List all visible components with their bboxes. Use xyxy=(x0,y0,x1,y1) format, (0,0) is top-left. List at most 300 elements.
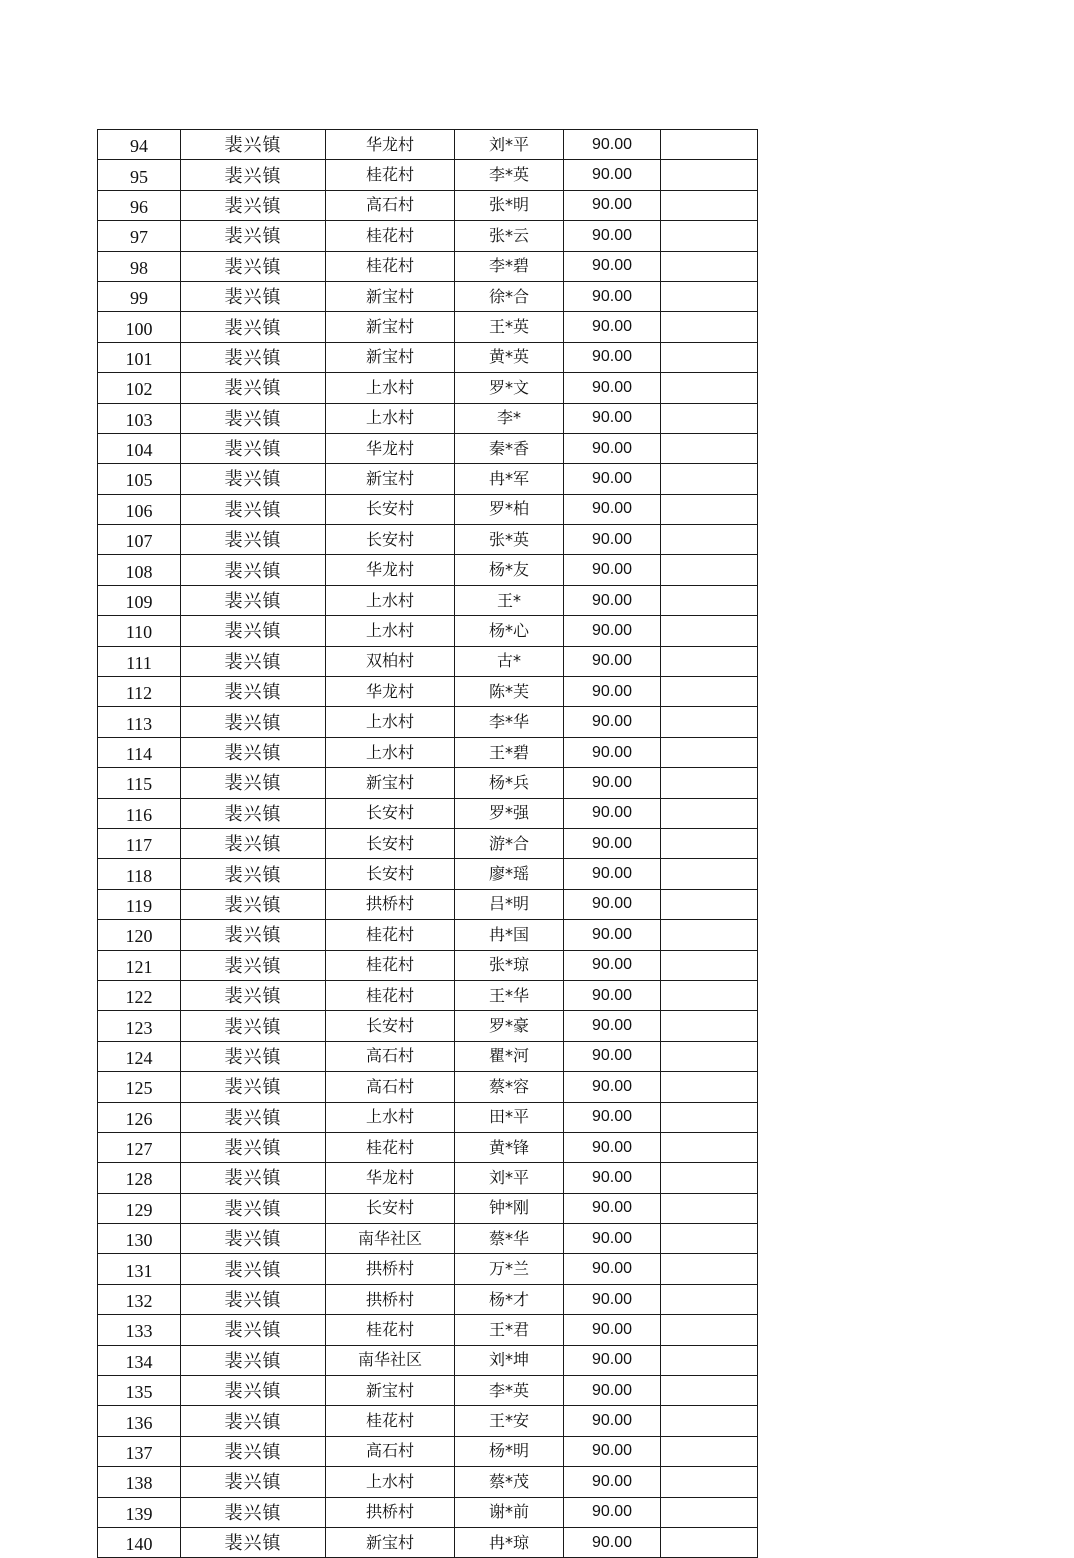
cell-serial-number: 121 xyxy=(98,950,181,980)
cell-serial-number: 137 xyxy=(98,1436,181,1466)
table-row xyxy=(98,889,758,919)
cell-name: 杨*友 xyxy=(455,555,564,585)
cell-name: 秦*香 xyxy=(455,433,564,463)
cell-serial-number: 119 xyxy=(98,889,181,919)
table-row xyxy=(98,494,758,524)
cell-amount: 90.00 xyxy=(564,1436,661,1466)
table-row xyxy=(98,1041,758,1071)
cell-village: 长安村 xyxy=(326,1193,455,1223)
cell-note xyxy=(661,707,758,737)
cell-town: 裴兴镇 xyxy=(181,889,326,919)
cell-town: 裴兴镇 xyxy=(181,221,326,251)
cell-name: 李* xyxy=(455,403,564,433)
cell-town: 裴兴镇 xyxy=(181,464,326,494)
cell-serial-number: 105 xyxy=(98,464,181,494)
cell-note xyxy=(661,130,758,160)
cell-village: 新宝村 xyxy=(326,768,455,798)
cell-village: 长安村 xyxy=(326,828,455,858)
table-row xyxy=(98,1467,758,1497)
table-row xyxy=(98,373,758,403)
cell-amount: 90.00 xyxy=(564,1224,661,1254)
cell-village: 高石村 xyxy=(326,1072,455,1102)
cell-note xyxy=(661,494,758,524)
cell-amount: 90.00 xyxy=(564,251,661,281)
table-row xyxy=(98,980,758,1010)
cell-note xyxy=(661,403,758,433)
cell-name: 刘*平 xyxy=(455,1163,564,1193)
cell-town: 裴兴镇 xyxy=(181,1376,326,1406)
cell-name: 李*华 xyxy=(455,707,564,737)
cell-serial-number: 103 xyxy=(98,403,181,433)
cell-note xyxy=(661,1284,758,1314)
cell-amount: 90.00 xyxy=(564,1193,661,1223)
cell-town: 裴兴镇 xyxy=(181,859,326,889)
table-row xyxy=(98,1163,758,1193)
cell-serial-number: 102 xyxy=(98,373,181,403)
cell-note xyxy=(661,1102,758,1132)
cell-name: 罗*柏 xyxy=(455,494,564,524)
cell-serial-number: 118 xyxy=(98,859,181,889)
cell-amount: 90.00 xyxy=(564,1102,661,1132)
cell-note xyxy=(661,221,758,251)
cell-town: 裴兴镇 xyxy=(181,950,326,980)
cell-amount: 90.00 xyxy=(564,859,661,889)
cell-name: 田*平 xyxy=(455,1102,564,1132)
cell-amount: 90.00 xyxy=(564,1467,661,1497)
cell-serial-number: 113 xyxy=(98,707,181,737)
table-row xyxy=(98,1284,758,1314)
cell-name: 廖*瑶 xyxy=(455,859,564,889)
cell-village: 长安村 xyxy=(326,525,455,555)
table-row xyxy=(98,1436,758,1466)
cell-town: 裴兴镇 xyxy=(181,555,326,585)
cell-name: 冉*国 xyxy=(455,920,564,950)
table-row xyxy=(98,1315,758,1345)
cell-village: 上水村 xyxy=(326,585,455,615)
cell-name: 王*英 xyxy=(455,312,564,342)
cell-note xyxy=(661,190,758,220)
cell-name: 谢*前 xyxy=(455,1497,564,1527)
cell-town: 裴兴镇 xyxy=(181,616,326,646)
cell-village: 新宝村 xyxy=(326,312,455,342)
cell-note xyxy=(661,251,758,281)
cell-village: 上水村 xyxy=(326,616,455,646)
table-body xyxy=(98,130,758,1558)
cell-name: 王*碧 xyxy=(455,737,564,767)
cell-village: 拱桥村 xyxy=(326,1254,455,1284)
cell-note xyxy=(661,1011,758,1041)
cell-village: 双柏村 xyxy=(326,646,455,676)
cell-town: 裴兴镇 xyxy=(181,1406,326,1436)
table-row xyxy=(98,281,758,311)
cell-name: 李*英 xyxy=(455,1376,564,1406)
cell-town: 裴兴镇 xyxy=(181,1467,326,1497)
cell-serial-number: 134 xyxy=(98,1345,181,1375)
table-row xyxy=(98,525,758,555)
cell-town: 裴兴镇 xyxy=(181,312,326,342)
cell-name: 张*云 xyxy=(455,221,564,251)
cell-town: 裴兴镇 xyxy=(181,737,326,767)
cell-town: 裴兴镇 xyxy=(181,1527,326,1557)
cell-village: 新宝村 xyxy=(326,464,455,494)
cell-village: 长安村 xyxy=(326,798,455,828)
cell-town: 裴兴镇 xyxy=(181,828,326,858)
cell-serial-number: 109 xyxy=(98,585,181,615)
cell-amount: 90.00 xyxy=(564,1376,661,1406)
table-row xyxy=(98,1132,758,1162)
cell-note xyxy=(661,160,758,190)
cell-amount: 90.00 xyxy=(564,1497,661,1527)
cell-amount: 90.00 xyxy=(564,646,661,676)
cell-serial-number: 123 xyxy=(98,1011,181,1041)
table-row xyxy=(98,433,758,463)
table-row xyxy=(98,950,758,980)
cell-name: 蔡*茂 xyxy=(455,1467,564,1497)
cell-serial-number: 114 xyxy=(98,737,181,767)
cell-serial-number: 95 xyxy=(98,160,181,190)
cell-note xyxy=(661,1163,758,1193)
table-row xyxy=(98,1376,758,1406)
table-row xyxy=(98,190,758,220)
cell-serial-number: 132 xyxy=(98,1284,181,1314)
cell-village: 南华社区 xyxy=(326,1224,455,1254)
cell-amount: 90.00 xyxy=(564,828,661,858)
cell-name: 吕*明 xyxy=(455,889,564,919)
cell-note xyxy=(661,1527,758,1557)
cell-town: 裴兴镇 xyxy=(181,130,326,160)
cell-name: 张*英 xyxy=(455,525,564,555)
cell-note xyxy=(661,646,758,676)
table-row xyxy=(98,677,758,707)
cell-village: 华龙村 xyxy=(326,677,455,707)
table-row xyxy=(98,828,758,858)
cell-serial-number: 139 xyxy=(98,1497,181,1527)
cell-town: 裴兴镇 xyxy=(181,525,326,555)
cell-amount: 90.00 xyxy=(564,160,661,190)
cell-village: 桂花村 xyxy=(326,950,455,980)
cell-serial-number: 126 xyxy=(98,1102,181,1132)
cell-village: 南华社区 xyxy=(326,1345,455,1375)
cell-town: 裴兴镇 xyxy=(181,494,326,524)
cell-name: 陈*芙 xyxy=(455,677,564,707)
cell-note xyxy=(661,1041,758,1071)
cell-amount: 90.00 xyxy=(564,281,661,311)
cell-amount: 90.00 xyxy=(564,403,661,433)
cell-town: 裴兴镇 xyxy=(181,1224,326,1254)
cell-note xyxy=(661,737,758,767)
cell-amount: 90.00 xyxy=(564,798,661,828)
cell-note xyxy=(661,342,758,372)
cell-amount: 90.00 xyxy=(564,373,661,403)
cell-village: 长安村 xyxy=(326,859,455,889)
cell-serial-number: 111 xyxy=(98,646,181,676)
cell-name: 杨*才 xyxy=(455,1284,564,1314)
cell-name: 游*合 xyxy=(455,828,564,858)
cell-name: 张*明 xyxy=(455,190,564,220)
cell-village: 上水村 xyxy=(326,403,455,433)
table-row xyxy=(98,920,758,950)
cell-village: 华龙村 xyxy=(326,1163,455,1193)
table-row xyxy=(98,1406,758,1436)
cell-amount: 90.00 xyxy=(564,342,661,372)
cell-village: 高石村 xyxy=(326,190,455,220)
cell-village: 拱桥村 xyxy=(326,889,455,919)
table-row xyxy=(98,1345,758,1375)
table-row xyxy=(98,859,758,889)
cell-note xyxy=(661,768,758,798)
cell-amount: 90.00 xyxy=(564,920,661,950)
table-row xyxy=(98,464,758,494)
cell-note xyxy=(661,980,758,1010)
cell-note xyxy=(661,616,758,646)
cell-note xyxy=(661,677,758,707)
cell-name: 罗*豪 xyxy=(455,1011,564,1041)
table-row xyxy=(98,737,758,767)
cell-village: 新宝村 xyxy=(326,342,455,372)
cell-town: 裴兴镇 xyxy=(181,281,326,311)
cell-serial-number: 104 xyxy=(98,433,181,463)
cell-town: 裴兴镇 xyxy=(181,1011,326,1041)
cell-serial-number: 127 xyxy=(98,1132,181,1162)
data-table xyxy=(97,129,758,1558)
cell-serial-number: 136 xyxy=(98,1406,181,1436)
table-row xyxy=(98,1011,758,1041)
cell-note xyxy=(661,281,758,311)
cell-serial-number: 100 xyxy=(98,312,181,342)
cell-town: 裴兴镇 xyxy=(181,160,326,190)
cell-serial-number: 122 xyxy=(98,980,181,1010)
cell-town: 裴兴镇 xyxy=(181,1284,326,1314)
cell-name: 王* xyxy=(455,585,564,615)
cell-serial-number: 110 xyxy=(98,616,181,646)
table-row xyxy=(98,1193,758,1223)
cell-amount: 90.00 xyxy=(564,707,661,737)
cell-note xyxy=(661,1467,758,1497)
cell-amount: 90.00 xyxy=(564,1254,661,1284)
cell-town: 裴兴镇 xyxy=(181,251,326,281)
cell-town: 裴兴镇 xyxy=(181,342,326,372)
cell-serial-number: 108 xyxy=(98,555,181,585)
cell-amount: 90.00 xyxy=(564,585,661,615)
cell-amount: 90.00 xyxy=(564,555,661,585)
table-row xyxy=(98,585,758,615)
cell-amount: 90.00 xyxy=(564,190,661,220)
cell-note xyxy=(661,1132,758,1162)
cell-town: 裴兴镇 xyxy=(181,373,326,403)
cell-village: 上水村 xyxy=(326,1102,455,1132)
cell-note xyxy=(661,1315,758,1345)
cell-name: 王*华 xyxy=(455,980,564,1010)
cell-town: 裴兴镇 xyxy=(181,768,326,798)
cell-name: 黄*英 xyxy=(455,342,564,372)
cell-village: 长安村 xyxy=(326,1011,455,1041)
cell-name: 古* xyxy=(455,646,564,676)
cell-village: 新宝村 xyxy=(326,281,455,311)
cell-amount: 90.00 xyxy=(564,889,661,919)
cell-village: 上水村 xyxy=(326,373,455,403)
cell-village: 桂花村 xyxy=(326,1132,455,1162)
cell-serial-number: 96 xyxy=(98,190,181,220)
cell-name: 杨*明 xyxy=(455,1436,564,1466)
cell-amount: 90.00 xyxy=(564,130,661,160)
cell-name: 杨*兵 xyxy=(455,768,564,798)
cell-amount: 90.00 xyxy=(564,221,661,251)
cell-village: 上水村 xyxy=(326,737,455,767)
table-row xyxy=(98,1102,758,1132)
cell-name: 蔡*容 xyxy=(455,1072,564,1102)
cell-name: 李*碧 xyxy=(455,251,564,281)
table-row xyxy=(98,1072,758,1102)
table-row xyxy=(98,1224,758,1254)
cell-serial-number: 131 xyxy=(98,1254,181,1284)
cell-amount: 90.00 xyxy=(564,494,661,524)
cell-serial-number: 120 xyxy=(98,920,181,950)
cell-note xyxy=(661,1254,758,1284)
cell-amount: 90.00 xyxy=(564,737,661,767)
cell-name: 罗*强 xyxy=(455,798,564,828)
cell-note xyxy=(661,433,758,463)
cell-town: 裴兴镇 xyxy=(181,1345,326,1375)
cell-name: 冉*琼 xyxy=(455,1527,564,1557)
cell-town: 裴兴镇 xyxy=(181,585,326,615)
cell-town: 裴兴镇 xyxy=(181,403,326,433)
cell-serial-number: 115 xyxy=(98,768,181,798)
cell-town: 裴兴镇 xyxy=(181,1315,326,1345)
cell-amount: 90.00 xyxy=(564,1527,661,1557)
cell-name: 瞿*河 xyxy=(455,1041,564,1071)
cell-serial-number: 94 xyxy=(98,130,181,160)
cell-serial-number: 125 xyxy=(98,1072,181,1102)
cell-town: 裴兴镇 xyxy=(181,798,326,828)
cell-name: 徐*合 xyxy=(455,281,564,311)
cell-note xyxy=(661,1497,758,1527)
cell-amount: 90.00 xyxy=(564,1072,661,1102)
cell-town: 裴兴镇 xyxy=(181,920,326,950)
cell-amount: 90.00 xyxy=(564,768,661,798)
cell-note xyxy=(661,1072,758,1102)
cell-town: 裴兴镇 xyxy=(181,190,326,220)
cell-town: 裴兴镇 xyxy=(181,1072,326,1102)
cell-town: 裴兴镇 xyxy=(181,646,326,676)
cell-village: 桂花村 xyxy=(326,251,455,281)
cell-amount: 90.00 xyxy=(564,1163,661,1193)
cell-name: 万*兰 xyxy=(455,1254,564,1284)
cell-note xyxy=(661,555,758,585)
cell-village: 桂花村 xyxy=(326,160,455,190)
cell-amount: 90.00 xyxy=(564,525,661,555)
cell-village: 桂花村 xyxy=(326,221,455,251)
cell-serial-number: 124 xyxy=(98,1041,181,1071)
table-row xyxy=(98,160,758,190)
cell-village: 高石村 xyxy=(326,1041,455,1071)
table-row xyxy=(98,1254,758,1284)
cell-village: 桂花村 xyxy=(326,1315,455,1345)
cell-town: 裴兴镇 xyxy=(181,1254,326,1284)
cell-serial-number: 129 xyxy=(98,1193,181,1223)
cell-serial-number: 117 xyxy=(98,828,181,858)
cell-serial-number: 107 xyxy=(98,525,181,555)
cell-village: 拱桥村 xyxy=(326,1497,455,1527)
cell-village: 桂花村 xyxy=(326,980,455,1010)
cell-town: 裴兴镇 xyxy=(181,980,326,1010)
cell-note xyxy=(661,828,758,858)
cell-note xyxy=(661,585,758,615)
cell-serial-number: 130 xyxy=(98,1224,181,1254)
cell-serial-number: 99 xyxy=(98,281,181,311)
cell-amount: 90.00 xyxy=(564,950,661,980)
cell-name: 李*英 xyxy=(455,160,564,190)
cell-town: 裴兴镇 xyxy=(181,707,326,737)
cell-name: 刘*坤 xyxy=(455,1345,564,1375)
cell-amount: 90.00 xyxy=(564,1011,661,1041)
cell-note xyxy=(661,859,758,889)
cell-serial-number: 133 xyxy=(98,1315,181,1345)
cell-town: 裴兴镇 xyxy=(181,1497,326,1527)
cell-amount: 90.00 xyxy=(564,464,661,494)
cell-village: 桂花村 xyxy=(326,920,455,950)
cell-note xyxy=(661,1224,758,1254)
cell-name: 罗*文 xyxy=(455,373,564,403)
cell-amount: 90.00 xyxy=(564,1041,661,1071)
cell-town: 裴兴镇 xyxy=(181,1041,326,1071)
cell-amount: 90.00 xyxy=(564,1284,661,1314)
cell-note xyxy=(661,1376,758,1406)
cell-village: 桂花村 xyxy=(326,1406,455,1436)
cell-serial-number: 140 xyxy=(98,1527,181,1557)
cell-amount: 90.00 xyxy=(564,312,661,342)
cell-amount: 90.00 xyxy=(564,1132,661,1162)
cell-note xyxy=(661,373,758,403)
cell-village: 新宝村 xyxy=(326,1527,455,1557)
cell-amount: 90.00 xyxy=(564,616,661,646)
cell-serial-number: 138 xyxy=(98,1467,181,1497)
cell-serial-number: 98 xyxy=(98,251,181,281)
cell-name: 王*安 xyxy=(455,1406,564,1436)
cell-town: 裴兴镇 xyxy=(181,1436,326,1466)
table-row xyxy=(98,798,758,828)
cell-note xyxy=(661,1345,758,1375)
table-row xyxy=(98,342,758,372)
cell-name: 蔡*华 xyxy=(455,1224,564,1254)
cell-village: 新宝村 xyxy=(326,1376,455,1406)
table-row xyxy=(98,616,758,646)
cell-amount: 90.00 xyxy=(564,433,661,463)
cell-note xyxy=(661,1436,758,1466)
cell-amount: 90.00 xyxy=(564,677,661,707)
cell-name: 王*君 xyxy=(455,1315,564,1345)
table-row xyxy=(98,221,758,251)
cell-amount: 90.00 xyxy=(564,1315,661,1345)
cell-note xyxy=(661,798,758,828)
cell-name: 刘*平 xyxy=(455,130,564,160)
table-row xyxy=(98,1527,758,1557)
table-row xyxy=(98,312,758,342)
cell-amount: 90.00 xyxy=(564,1345,661,1375)
cell-name: 杨*心 xyxy=(455,616,564,646)
table-row xyxy=(98,707,758,737)
table-row xyxy=(98,403,758,433)
cell-serial-number: 112 xyxy=(98,677,181,707)
cell-town: 裴兴镇 xyxy=(181,433,326,463)
cell-town: 裴兴镇 xyxy=(181,1132,326,1162)
cell-note xyxy=(661,950,758,980)
cell-village: 上水村 xyxy=(326,1467,455,1497)
cell-amount: 90.00 xyxy=(564,1406,661,1436)
table-row xyxy=(98,555,758,585)
cell-note xyxy=(661,464,758,494)
cell-village: 华龙村 xyxy=(326,433,455,463)
table-row xyxy=(98,251,758,281)
